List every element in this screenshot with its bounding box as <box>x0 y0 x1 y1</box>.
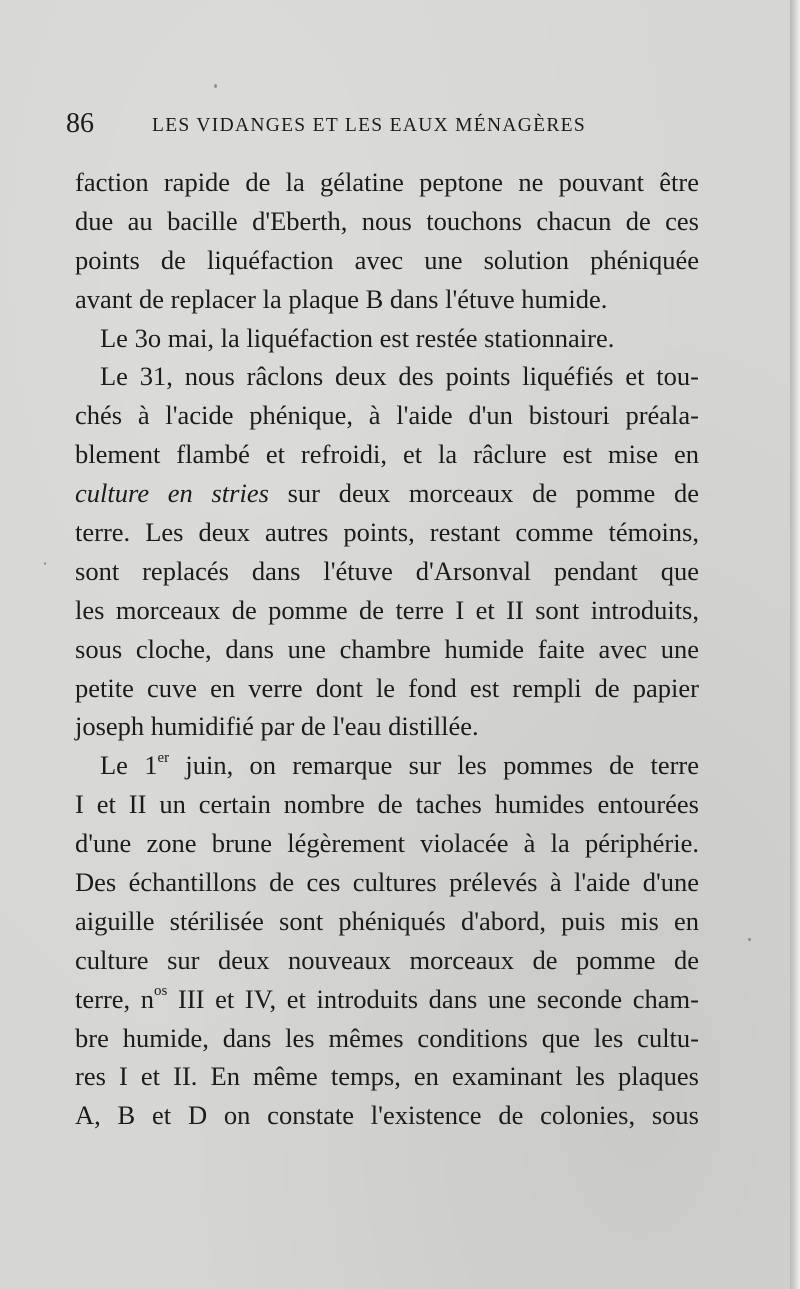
page-edge <box>790 0 800 1289</box>
text-line: A, B et D on constate l'existence de colonies, sous <box>75 1100 699 1131</box>
text-line: terre. Les deux autres points, restant comme témoins, <box>75 517 699 548</box>
paper-speck <box>44 562 46 565</box>
text-line: Des échantillons de ces cultures prélevés à l'aide d'une <box>75 867 699 898</box>
line-start: Le 1 <box>100 750 158 781</box>
text-line: chés à l'acide phénique, à l'aide d'un bistouri préala- <box>75 400 699 431</box>
text-line: res I et II. En même temps, en examinant les plaques <box>75 1061 699 1092</box>
superscript: os <box>154 982 168 999</box>
line-remainder: juin, on remarque sur les pommes de terre <box>169 750 699 781</box>
paragraph-start-line: Le 3o mai, la liquéfaction est restée stationnaire. <box>100 322 615 353</box>
text-line: les morceaux de pomme de terre I et II sont introduits, <box>75 594 699 625</box>
text-line <box>75 980 699 1019</box>
line-remainder: III et IV, et introduits dans une seconde cham- <box>167 983 699 1014</box>
text-line: blement flambé et refroidi, et la râclure est mise en <box>75 439 699 470</box>
page-header <box>66 108 706 148</box>
text-line: avant de replacer la plaque B dans l'étuve humide. <box>75 283 608 314</box>
page-number: 86 <box>66 108 94 139</box>
text-line: sous cloche, dans une chambre humide faite avec une <box>75 633 699 664</box>
paper-speck <box>214 84 217 88</box>
text-line: culture sur deux nouveaux morceaux de pomme de <box>75 944 699 975</box>
paper-speck <box>748 938 751 941</box>
text-line: bre humide, dans les mêmes conditions que les cultu- <box>75 1022 699 1053</box>
line-start: terre, n <box>75 983 155 1014</box>
text-line: faction rapide de la gélatine peptone ne pouvant être <box>75 167 699 197</box>
paragraph-start-line: Le 31, nous râclons deux des points liquéfiés et tou- <box>100 361 699 392</box>
text-line: aiguille stérilisée sont phéniqués d'abord, puis mis en <box>75 905 699 936</box>
italic-phrase: culture en stries <box>75 478 269 509</box>
superscript: er <box>157 749 170 766</box>
text-line-with-italic <box>75 474 699 513</box>
text-line: I et II un certain nombre de taches humides entourées <box>75 789 699 820</box>
text-line: petite cuve en verre dont le fond est rempli de papier <box>75 672 699 703</box>
running-title: LES VIDANGES ET LES EAUX MÉNAGÈRES <box>152 115 587 136</box>
text-line: d'une zone brune légèrement violacée à la périphérie. <box>75 828 699 859</box>
body-text <box>75 163 699 1135</box>
text-line: sont replacés dans l'étuve d'Arsonval pendant que <box>75 555 699 586</box>
paragraph-start-line <box>75 746 699 785</box>
text-line: joseph humidifié par de l'eau distillée. <box>75 711 479 742</box>
text-line: points de liquéfaction avec une solution phéniquée <box>75 244 699 275</box>
line-remainder: sur deux morceaux de pomme de <box>268 478 700 509</box>
text-line: due au bacille d'Eberth, nous touchons chacun de ces <box>75 205 699 236</box>
